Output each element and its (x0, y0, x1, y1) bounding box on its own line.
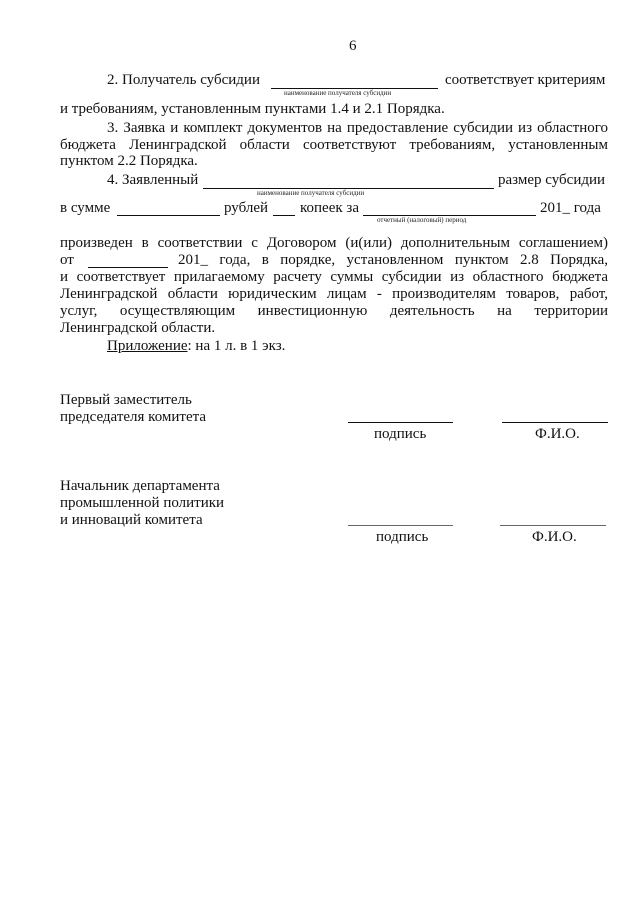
p4-date-blank (88, 267, 168, 268)
p4-year: 201_ года (540, 200, 601, 216)
p4-line-f: Ленинградской области. (60, 320, 216, 336)
p4-line-a: произведен в соответствии с Договором (и(или) дополнительным соглашением) (60, 235, 608, 251)
p4-tail: размер субсидии (498, 172, 606, 188)
signer-1-sign-label: подпись (374, 426, 427, 442)
p4-lead: 4. Заявленный (107, 172, 199, 188)
p4-from: от (60, 252, 74, 268)
signer-2-name-label: Ф.И.О. (532, 529, 577, 545)
p2-recipient-hint: наименование получателя субсидии (284, 89, 392, 97)
attachment-label: Приложение (107, 338, 188, 354)
signer-2-sign-line (348, 525, 453, 526)
signer-2-name-line (500, 525, 606, 526)
p2-tail: соответствует критериям (445, 72, 606, 88)
attachment-text: : на 1 л. в 1 экз. (187, 338, 286, 354)
p4-sum-label: в сумме (60, 200, 111, 216)
p4-line-e: услуг, осуществляющим инвестиционную деятельность на территории (60, 303, 608, 319)
p4-recipient-hint: наименование получателя субсидии (257, 189, 365, 197)
signer-2-sign-label: подпись (376, 529, 429, 545)
p2-line2: и требованиям, установленным пунктами 1.4 и 2.1 Порядка. (60, 101, 445, 117)
signer-1-sign-line (348, 422, 453, 423)
p4-kopecks: копеек за (300, 200, 359, 216)
signer-1-title-line-2: председателя комитета (60, 409, 207, 425)
p4-sum-blank (117, 215, 220, 216)
p2-lead: 2. Получатель субсидии (107, 72, 260, 88)
attachment-note (107, 338, 285, 355)
signer-1-name-label: Ф.И.О. (535, 426, 580, 442)
p4-rubles: рублей (224, 200, 269, 216)
p3-line3: пунктом 2.2 Порядка. (60, 153, 198, 169)
signer-1-title-line-1: Первый заместитель (60, 392, 192, 408)
p4-line-c: и соответствует прилагаемому расчету суммы субсидии из областного бюджета (60, 269, 608, 285)
p4-line-b-rest: 201_ года, в порядке, установленном пунктом 2.8 Порядка, (178, 252, 608, 268)
p3-line1: 3. Заявка и комплект документов на предоставление субсидии из областного (107, 120, 608, 136)
p4-period-hint: отчетный (налоговый) период (377, 216, 467, 224)
p4-line-d: Ленинградской области юридическим лицам - производителям товаров, работ, (60, 286, 608, 302)
p4-kopecks-blank (273, 215, 295, 216)
p3-line2: бюджета Ленинградской области соответствуют требованиям, установленным (60, 137, 608, 153)
signer-1-name-line (502, 422, 608, 423)
signer-2-title-line-1: Начальник департамента (60, 478, 220, 494)
page-number: 6 (349, 38, 357, 54)
signer-2-title-line-3: и инноваций комитета (60, 512, 203, 528)
signer-2-title-line-2: промышленной политики (60, 495, 225, 511)
